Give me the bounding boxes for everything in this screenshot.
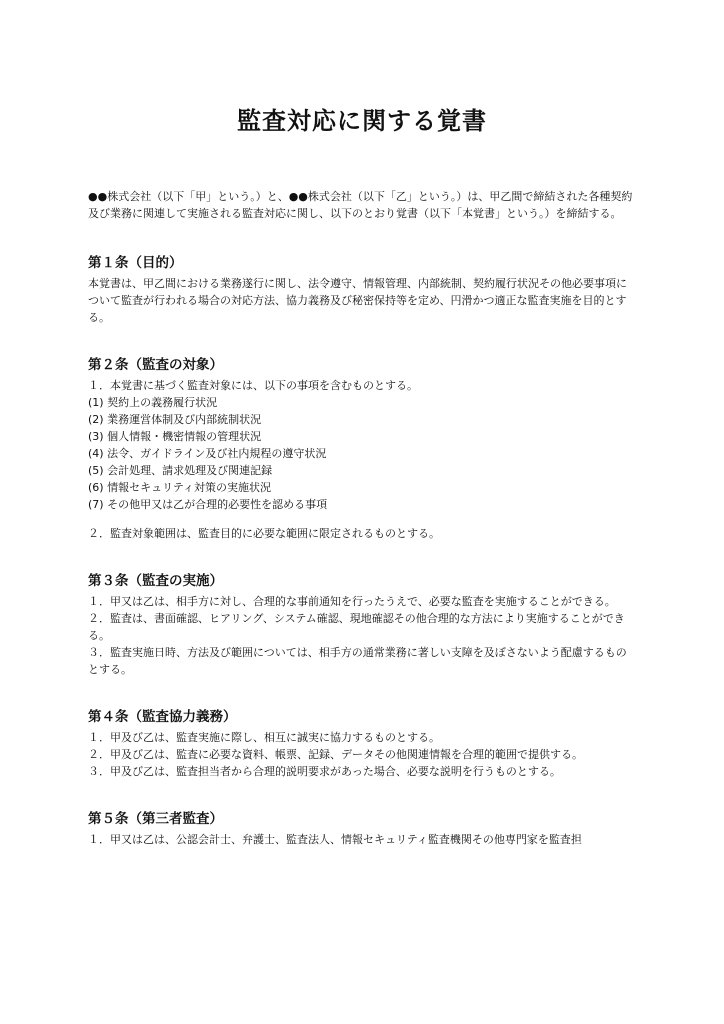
intro-paragraph: ●●株式会社（以下「甲」という。）と、●●株式会社（以下「乙」という。）は、甲乙間で締結された各種契約及び業務に関連して実施される監査対応に関し、以下のとおり覚書（以下「本覚書」という。）を締結する。 [88,190,633,220]
article-3 [88,571,636,678]
document-title: 監査対応に関する覚書 [237,107,487,135]
article-line: ２．監査は、書面確認、ヒアリング、システム確認、現地確認その他合理的な方法により実施することができる。 [88,612,625,642]
article-line: ２．甲及び乙は、監査に必要な資料、帳票、記録、データその他関連情報を合理的範囲で提供する。 [88,748,583,761]
article-line: ３．甲及び乙は、監査担当者から合理的説明要求があった場合、必要な説明を行うものとする。 [88,765,561,778]
article-line: １．本覚書に基づく監査対象には、以下の事項を含むものとする。 [88,379,418,392]
article-heading: 第２条（監査の対象） [88,357,223,373]
article-line: １．甲又は乙は、公認会計士、弁護士、監査法人、情報セキュリティ監査機関その他専門家を監査担 [88,833,582,846]
article-5 [88,809,636,848]
article-list-item: (2) 業務運営体制及び内部統制状況 [88,413,262,426]
article-list-item: (4) 法令、ガイドライン及び社内規程の遵守状況 [88,447,327,460]
article-text: 本覚書は、甲乙間における業務遂行に関し、法令遵守、情報管理、内部統制、契約履行状況その他必要事項について監査が行われる場合の対応方法、協力義務及び秘密保持等を定め、円滑かつ適正な監査実施を目的とする。 [88,277,627,324]
article-line: １．甲及び乙は、監査実施に際し、相互に誠実に協力するものとする。 [88,731,440,744]
article-heading: 第３条（監査の実施） [88,573,223,589]
article-list-item: (7) その他甲又は乙が合理的必要性を認める事項 [88,498,328,511]
article-1 [88,253,636,326]
article-heading: 第４条（監査協力義務） [88,709,237,725]
article-heading: 第１条（目的） [88,255,183,271]
article-list-item: (6) 情報セキュリティ対策の実施状況 [88,481,271,494]
article-list-item: (5) 会計処理、請求処理及び関連記録 [88,464,273,477]
article-line: ３．監査実施日時、方法及び範囲については、相手方の通常業務に著しい支障を及ぼさないよう配慮するものとする。 [88,646,627,676]
article-2 [88,355,636,542]
article-line: １．甲又は乙は、相手方に対し、合理的な事前通知を行ったうえで、必要な監査を実施することができる。 [88,595,616,608]
paragraph-gap [88,513,636,525]
article-list-item: (1) 契約上の義務履行状況 [88,396,218,409]
article-list-item: (3) 個人情報・機密情報の管理状況 [88,430,262,443]
article-heading: 第５条（第三者監査） [88,811,223,827]
article-line: ２．監査対象範囲は、監査目的に必要な範囲に限定されるものとする。 [88,527,440,540]
article-4 [88,707,636,780]
